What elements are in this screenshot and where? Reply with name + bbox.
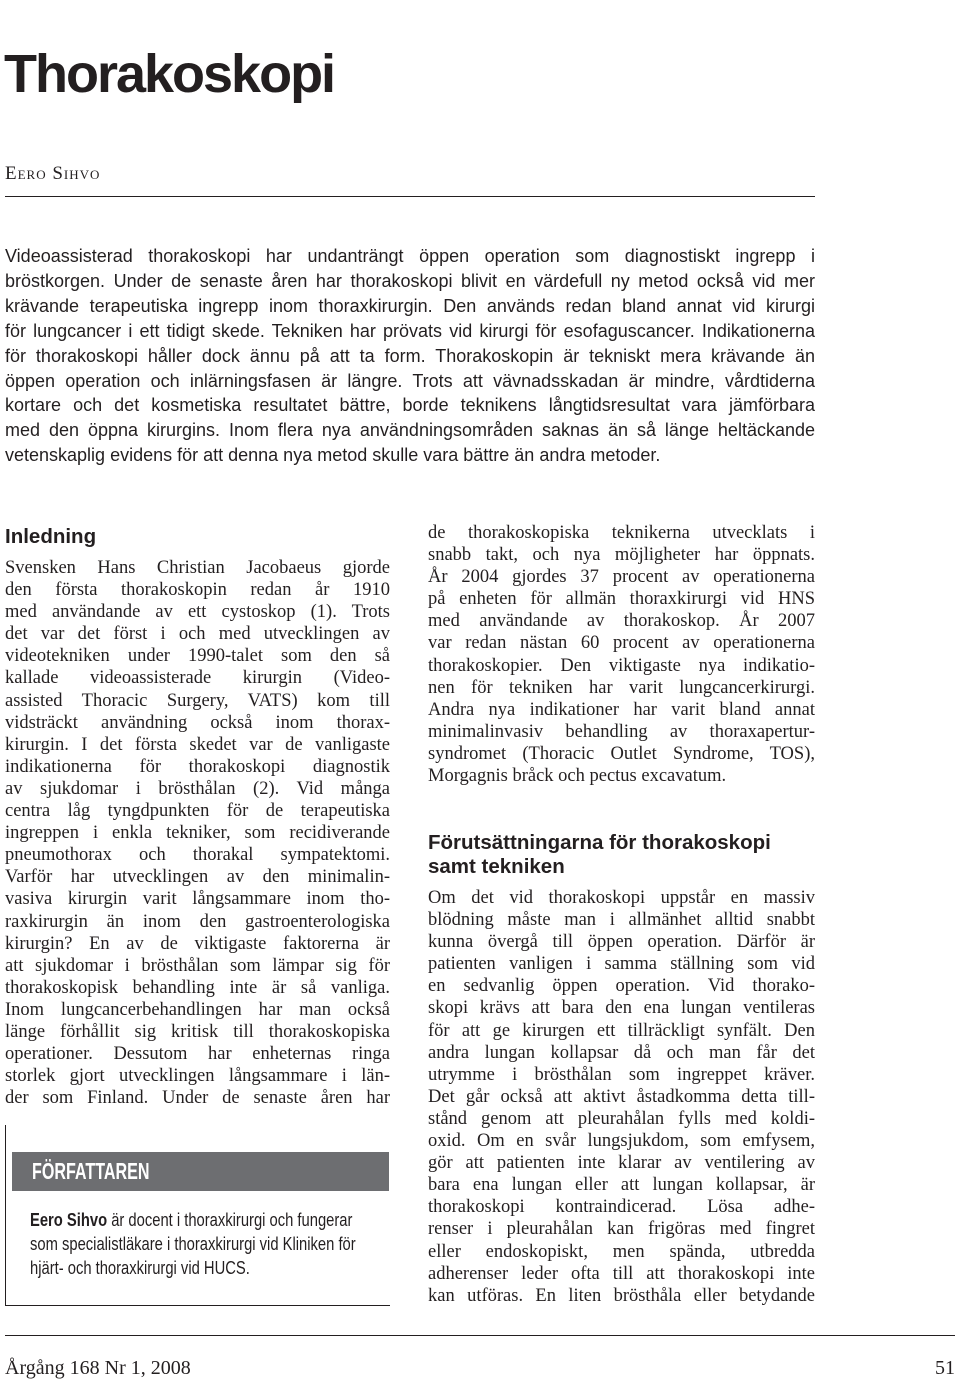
body-line: storlek gjort utvecklingen långsammare i län- <box>5 1066 390 1087</box>
body-line: kallade videoassisterade kirurgin (Video- <box>5 668 390 689</box>
author-bio <box>30 1208 391 1280</box>
body-line: kan utföras. En liten brösthåla eller betydande <box>428 1285 815 1306</box>
body-line: centra låg tyngdpunkten för de terapeutiska <box>5 801 390 822</box>
body-line: nen för tekniken har varit lungcancerkirurgi. <box>428 677 815 698</box>
body-line: eller endoskopiskt, men spända, utbredda <box>428 1241 815 1262</box>
author-box-label: FÖRFATTAREN <box>32 1158 150 1184</box>
body-line: stånd genom att pleurahålan fylls med koldi- <box>428 1108 815 1129</box>
left-column-body <box>5 557 390 1109</box>
page-title: Thorakoskopi <box>4 44 335 104</box>
abstract-line: öppen operation och inlärningsfasen är längre. Trots att vävnadsskadan är mindre, vårdtiderna <box>5 370 815 391</box>
body-line: oxid. Om en svår lungsjukdom, som emfysem, <box>428 1131 815 1152</box>
abstract-line: med den öppna kirurgins. Inom flera nya användningsområden saknas än så länge heltäckande <box>5 420 815 441</box>
body-line: kirurgin. I det första skedet var de vanligaste <box>5 734 390 755</box>
body-line: att sjukdomar i brösthålan som lämpar sig för <box>5 955 390 976</box>
author-name: Eero Sihvo <box>5 163 101 184</box>
abstract <box>5 244 815 468</box>
abstract-line: vetenskaplig evidens för att denna nya metod skulle vara bättre än andra metoder. <box>5 445 661 466</box>
body-line: raxkirurgin än inom den gastroenterologiska <box>5 911 390 932</box>
body-line: en sedvanlig öppen operation. Vid thorako- <box>428 976 815 997</box>
body-line: Varför har utvecklingen av den minimalin- <box>5 867 390 888</box>
body-line: Morgagnis bråck och pectus excavatum. <box>428 766 727 787</box>
body-line: videotekniken under 1990-talet som den så <box>5 646 390 667</box>
body-line: thorakoskopier. Den viktigaste nya indikatio- <box>428 655 815 676</box>
body-line: operationer. Dessutom har enheternas ringa <box>5 1044 390 1065</box>
footer-issue: Årgång 168 Nr 1, 2008 <box>5 1357 191 1379</box>
author-box-border <box>5 1305 390 1306</box>
section-heading-forutsattningar <box>428 831 771 879</box>
right-column-body <box>428 887 815 1307</box>
body-line: bara ena lungan eller att lungan kollapsar, är <box>428 1175 815 1196</box>
body-line: indikationerna för thorakoskopi diagnostik <box>5 756 390 777</box>
abstract-line: för thorakoskopi håller dock ännu på att ta form. Thorakoskopin är tekniskt mera krävande än <box>5 345 815 366</box>
author-bio-line <box>30 1208 391 1232</box>
body-line: pneumothorax och thorakal sympatektomi. <box>5 845 390 866</box>
body-line: med användande av ett cystoskop (1). Trots <box>5 602 390 623</box>
author-bio-line: hjärt- och thoraxkirurgi vid HUCS. <box>30 1258 250 1278</box>
body-line: gör att patienten inte klarar av ventilering av <box>428 1153 815 1174</box>
body-line: snabb takt, och nya möjligheter har öppnats. <box>428 545 815 566</box>
body-line: År 2004 gjordes 37 procent av operationerna <box>428 567 815 588</box>
right-column-intro <box>428 522 815 787</box>
body-line: thorakoskopisk behandling inte är så vanliga. <box>5 977 390 998</box>
abstract-line: krävande terapeutiska ingrepp inom thoraxkirurgin. Den används redan bland annat vid kirurgi <box>5 295 815 316</box>
body-line: patienten vanligen i samma ställning som vid <box>428 954 815 975</box>
body-line: Svensken Hans Christian Jacobaeus gjorde <box>5 558 390 578</box>
body-line: Det går också att aktivt åstadkomma detta till- <box>428 1086 815 1107</box>
body-line: syndromet (Thoracic Outlet Syndrome, TOS), <box>428 743 815 764</box>
body-line: vidsträckt användning också inom thorax- <box>5 712 390 733</box>
abstract-line: Videoassisterad thorakoskopi har undanträngt öppen operation som diagnostiskt ingrepp i <box>5 246 815 266</box>
abstract-line: för lungcancer i ett tidigt skede. Tekniken har prövats vid kirurgi för esofaguscancer. Indikationerna <box>5 320 815 341</box>
body-line: med användande av thorakoskop. År 2007 <box>428 611 815 632</box>
body-line: der som Finland. Under de senaste åren har <box>5 1088 390 1109</box>
abstract-line: kortare och det kosmetiska resultatet bättre, borde teknikens långtidsresultat vara jämförbara <box>5 395 815 416</box>
body-line: assisted Thoracic Surgery, VATS) kom till <box>5 690 390 711</box>
author-bio-text: är docent i thoraxkirurgi och fungerar <box>107 1210 353 1230</box>
body-line: ingreppen i enkla tekniker, som recidiverande <box>5 823 390 844</box>
body-line: det var det först i och med utvecklingen av <box>5 624 390 645</box>
author-bio-name: Eero Sihvo <box>30 1210 108 1230</box>
body-line: Om det vid thorakoskopi uppstår en massiv <box>428 888 815 908</box>
body-line: andra lungan kollapsar då och man får det <box>428 1042 815 1063</box>
body-line: för att ge kirurgen ett tillräckligt synfält. Den <box>428 1020 815 1041</box>
body-line: av sjukdomar i brösthålan (2). Vid många <box>5 778 390 799</box>
footer-divider <box>5 1335 955 1336</box>
body-line: länge förhållit sig kritisk till thorakoskopiska <box>5 1021 390 1042</box>
body-line: skopi krävs att bara den ena lungan ventileras <box>428 998 815 1019</box>
body-line: Andra nya indikationer har varit bland annat <box>428 699 815 720</box>
title-divider <box>5 196 815 197</box>
body-line: den första thorakoskopin redan år 1910 <box>5 580 390 601</box>
page-number: 51 <box>935 1357 955 1379</box>
section-heading-line: samt tekniken <box>428 855 565 878</box>
body-line: utrymme i brösthålan som ingreppet kräver. <box>428 1064 815 1085</box>
section-heading-line: Förutsättningarna för thorakoskopi <box>428 831 771 854</box>
body-line: kirurgin? En av de viktigaste faktorerna är <box>5 933 390 954</box>
body-line: adherenser leder ofta till att thorakoskopi inte <box>428 1263 815 1284</box>
abstract-line: bröstkorgen. Under de senaste åren har thorakoskopi blivit en värdefull ny metod också vid mer <box>5 270 815 291</box>
body-line: minimalinvasiv behandling av thoraxapertur- <box>428 721 815 742</box>
author-box-border <box>5 1125 6 1306</box>
body-line: thorakoskopi kontraindicerad. Lösa adhe- <box>428 1197 815 1218</box>
body-line: de thorakoskopiska teknikerna utvecklats i <box>428 523 815 543</box>
body-line: vasiva kirurgin varit långsammare inom tho- <box>5 889 390 910</box>
body-line: var redan nästan 60 procent av operationerna <box>428 633 815 654</box>
body-line: Inom lungcancerbehandlingen har man också <box>5 999 390 1020</box>
author-bio-line: som specialistläkare i thoraxkirurgi vid Kliniken för <box>30 1234 356 1254</box>
body-line: renser i pleurahålan kan frigöras med fingret <box>428 1219 815 1240</box>
body-line: kunna övergå till öppen operation. Därför är <box>428 932 815 953</box>
section-heading-inledning: Inledning <box>5 525 97 548</box>
body-line: på enheten för allmän thoraxkirurgi vid HNS <box>428 589 815 610</box>
body-line: blödning måste man i allmänhet alltid snabbt <box>428 910 815 931</box>
